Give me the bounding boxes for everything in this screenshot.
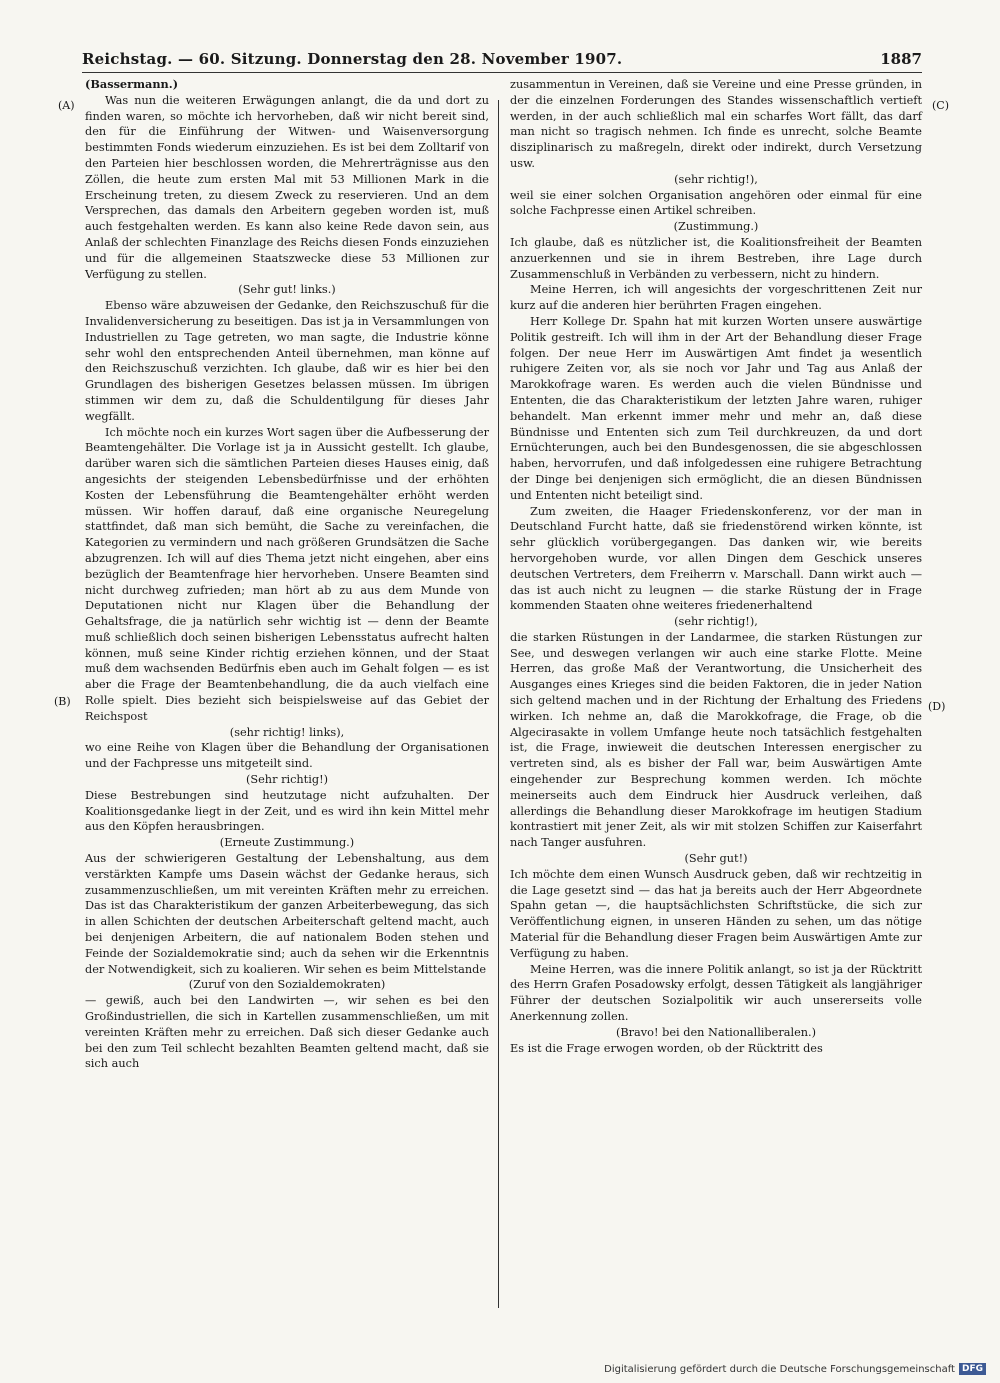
paragraph: weil sie einer solchen Organisation angehören oder einmal für eine solche Fachpresse einen Artikel schreiben. (510, 188, 922, 218)
interjection: (sehr richtig! links), (229, 725, 345, 739)
column-divider (498, 100, 499, 1308)
running-title: Reichstag. — 60. Sitzung. Donnerstag den 28. November 1907. (82, 50, 623, 68)
header-rule (82, 72, 922, 73)
page-number: 1887 (880, 50, 922, 68)
footer-credit (604, 1363, 986, 1375)
interjection: (Bravo! bei den Nationalliberalen.) (615, 1025, 817, 1039)
paragraph: Ich möchte noch ein kurzes Wort sagen über die Aufbesserung der Beamtengehälter. Die Vorlage ist ja in Aussicht gestellt. Ich glaube, darüber waren sich die sämtlichen Parteien dieses Hauses einig, daß angesichts der steigenden Lebensbedürfnisse und der erhöhten Kosten der Lebensführung die Beamtengehälter erhöht werden müssen. Wir hoffen darauf, daß eine organische Neuregelung stattfindet, daß man sich bemüht, die Sache zu vereinfachen, die Kategorien zu vermindern und nach größeren Grundsätzen die Sache abzugrenzen. Ich will auf dies Thema jetzt nicht eingehen, aber eins bezüglich der Beamtenfrage hier hervorheben. Unsere Beamten sind nicht durchweg zufrieden; man hört ab zu aus dem Munde von Deputationen nicht nur Klagen über die Behandlung der Gehaltsfrage, die ja natürlich sehr wichtig ist — denn der Beamte muß schließlich doch seinen bisherigen Lebensstatus aufrecht halten können, muß seine Kinder richtig erziehen können, und der Staat muß dem wachsenden Bedürfnis eben auch im Gehalt folgen — es ist aber die Frage der Beamtenbehandlung, die da auch vielfach eine Rolle spielt. Dies bezieht sich beispielsweise auf das Gebiet der Reichspost (85, 425, 489, 723)
interjection: (Sehr richtig!) (245, 773, 329, 787)
paragraph: Meine Herren, ich will angesichts der vorgeschrittenen Zeit nur kurz auf die anderen hier berührten Fragen eingehen. (510, 283, 922, 313)
footer-text: Digitalisierung gefördert durch die Deutsche Forschungsgemeinschaft (604, 1363, 955, 1375)
paragraph: Es ist die Frage erwogen worden, ob der Rücktritt des (510, 1041, 823, 1055)
paragraph: Aus der schwierigeren Gestaltung der Lebenshaltung, aus dem verstärkten Kampfe ums Dasein wächst der Gedanke heraus, sich zusammenzuschließen, um mit vereinten Kräften mehr zu erreichen. Das ist das Charakteristikum der ganzen Arbeiterbewegung, das sich in allen Schichten der deutschen Arbeiterschaft geltend macht, auch bei denjenigen Arbeitern, die auf nationalem Boden stehen und Feinde der Sozialdemokratie sind; auch da sehen wir die Erkenntnis der Notwendigkeit, sich zu koalieren. Wir sehen es beim Mittelstande (85, 852, 489, 976)
interjection: (Zuruf von den Sozialdemokraten) (188, 978, 386, 992)
paragraph: Ich möchte dem einen Wunsch Ausdruck geben, daß wir rechtzeitig in die Lage gesetzt sind — das hat ja bereits auch der Herr Abgeordnete Spahn getan —, die hauptsächlichsten Schriftstücke, die sich zur Veröffentlichung eignen, in unseren Händen zu sehen, um das nötige Material für die Behandlung dieser Fragen beim Auswärtigen Amte zur Verfügung zu haben. (510, 867, 922, 960)
interjection: (Erneute Zustimmung.) (219, 836, 355, 850)
paragraph: wo eine Reihe von Klagen über die Behandlung der Organisationen und der Fachpresse uns mitgeteilt sind. (85, 741, 489, 771)
speaker-name: (Bassermann.) (85, 77, 179, 91)
interjection: (sehr richtig!), (674, 172, 758, 186)
paragraph: Meine Herren, was die innere Politik anlangt, so ist ja der Rücktritt des Herrn Grafen Posadowsky erfolgt, dessen Tätigkeit als langjähriger Führer der deutschen Sozialpolitik wir auch unsererseits volle Anerkennung zollen. (510, 962, 922, 1024)
paragraph: Herr Kollege Dr. Spahn hat mit kurzen Worten unsere auswärtige Politik gestreift. Ich will ihm in der Art der Behandlung dieser Frage folgen. Der neue Herr im Auswärtigen Amt findet ja wesentlich ruhigere Zeiten vor, als sie noch vor Jahr und Tag aus Anlaß der Marokkofrage waren. Es werden auch die vielen Bündnisse und Ententen, die das Charakteristikum der letzten Jahre waren, ruhiger behandelt. Man erkennt immer mehr und mehr an, daß diese Bündnisse und Ententen sich zum Teil durchkreuzen, da und dort Ernüchterungen, auch bei den Bundesgenossen, die sie abgeschlossen haben, hervorrufen, und daß infolgedessen eine ruhigere Betrachtung der Dinge bei denjenigen sich ermöglicht, die an diesen Bündnissen und Ententen nicht beteiligt sind. (510, 314, 922, 502)
margin-label-a: (A) (58, 99, 75, 112)
paragraph: zusammentun in Vereinen, daß sie Vereine und eine Presse gründen, in der die einzelnen Forderungen des Standes wissenschaftlich vertieft werden, in der auch schließlich mal ein scharfes Wort fällt, das darf man nicht so tragisch nehmen. Ich finde es unrecht, solche Beamte disziplinarisch zu maßregeln, direkt oder indirekt, durch Versetzung usw. (510, 78, 922, 170)
right-column (510, 77, 922, 1056)
interjection: (Zustimmung.) (673, 220, 759, 234)
interjection: (sehr richtig!), (674, 615, 758, 629)
margin-label-c: (C) (932, 99, 949, 112)
interjection: (Sehr gut! links.) (238, 283, 336, 297)
margin-label-b: (B) (54, 695, 71, 708)
paragraph: Zum zweiten, die Haager Friedenskonferenz, vor der man in Deutschland Furcht hatte, daß sie friedenstörend wirken könnte, ist sehr glücklich vorübergegangen. Das danken wir, wie bereits hervorgehoben wurde, vor allen Dingen dem Geschick unseres deutschen Vertreters, dem Freiherrn v. Marschall. Dann wirkt auch — das ist auch nicht zu leugnen — die starke Rüstung der in Frage kommenden Staaten ohne weiteres friedenerhaltend (510, 504, 922, 613)
paragraph: Ich glaube, daß es nützlicher ist, die Koalitionsfreiheit der Beamten anzuerkennen und sie in ihrem Bestreben, ihre Lage durch Zusammenschluß in Verbänden zu verbessern, nicht zu hindern. (510, 235, 922, 281)
left-column (85, 77, 489, 1072)
dfg-logo: DFG (959, 1363, 986, 1375)
margin-label-d: (D) (928, 700, 946, 713)
interjection: (Sehr gut!) (684, 852, 748, 866)
paragraph: — gewiß, auch bei den Landwirten —, wir sehen es bei den Großindustriellen, die sich in Kartellen zusammenschließen, um mit vereinten Kräften mehr zu erreichen. Daß sich dieser Gedanke auch bei den zum Teil schlecht bezahlten Beamten geltend macht, daß sie sich auch (85, 994, 489, 1071)
paragraph: Ebenso wäre abzuweisen der Gedanke, den Reichszuschuß für die Invalidenversicherung zu beseitigen. Das ist ja in Versammlungen von Industriellen zu Tage getreten, wo man sagte, die Industrie könne sehr wohl den entsprechenden Anteil übernehmen, man könne auf den Reichszuschuß verzichten. Ich glaube, daß wir es hier bei den Grundlagen des bisherigen Gesetzes belassen müssen. Im übrigen stimmen wir dem zu, daß die Schuldentilgung für dieses Jahr wegfällt. (85, 299, 489, 423)
page-header (82, 50, 922, 68)
paragraph: die starken Rüstungen in der Landarmee, die starken Rüstungen zur See, und deswegen verlangen wir auch eine starke Flotte. Meine Herren, das große Maß der Verantwortung, die Unsicherheit des Ausganges eines Krieges sind die beiden Faktoren, die in jeder Nation sich geltend machen und in der Richtung der Erhaltung des Friedens wirken. Ich nehme an, daß die Marokkofrage, die Frage, ob die Algecirasakte in vollem Umfange heute noch tatsächlich festgehalten ist, die Frage, inwieweit die deutschen Interessen energischer zu vertreten sind, als es bisher der Fall war, beim Auswärtigen Amte eingehender zur Besprechung kommen werden. Ich möchte meinerseits auch dem Eindruck hier Ausdruck verleihen, daß allerdings die Behandlung dieser Marokkofrage im heutigen Stadium kontrastiert mit jener Zeit, als wir mit stolzen Schiffen zur Kaiserfahrt nach Tanger ausfuhren. (510, 630, 922, 850)
paragraph: Diese Bestrebungen sind heutzutage nicht aufzuhalten. Der Koalitionsgedanke liegt in der Zeit, und es wird ihn kein Mittel mehr aus den Köpfen herausbringen. (85, 788, 489, 834)
paragraph: Was nun die weiteren Erwägungen anlangt, die da und dort zu finden waren, so möchte ich hervorheben, daß wir nicht bereit sind, den für die Einführung der Witwen- und Waisenversorgung bestimmten Fonds wiederum einzuziehen. Es ist bei dem Zolltarif von den Parteien hier beschlossen worden, die Mehrerträgnisse aus den Zöllen, die heute zum ersten Mal mit 53 Millionen Mark in die Erscheinung treten, zu diesem Zweck zu reservieren. Und an dem Versprechen, das damals den Arbeitern gegeben worden ist, muß auch festgehalten werden. Es kann also keine Rede davon sein, aus Anlaß der schlechten Finanzlage des Reichs diesen Fonds einzuziehen und für die allgemeinen Staatszwecke diese 53 Millionen zur Verfügung zu stellen. (85, 93, 489, 281)
